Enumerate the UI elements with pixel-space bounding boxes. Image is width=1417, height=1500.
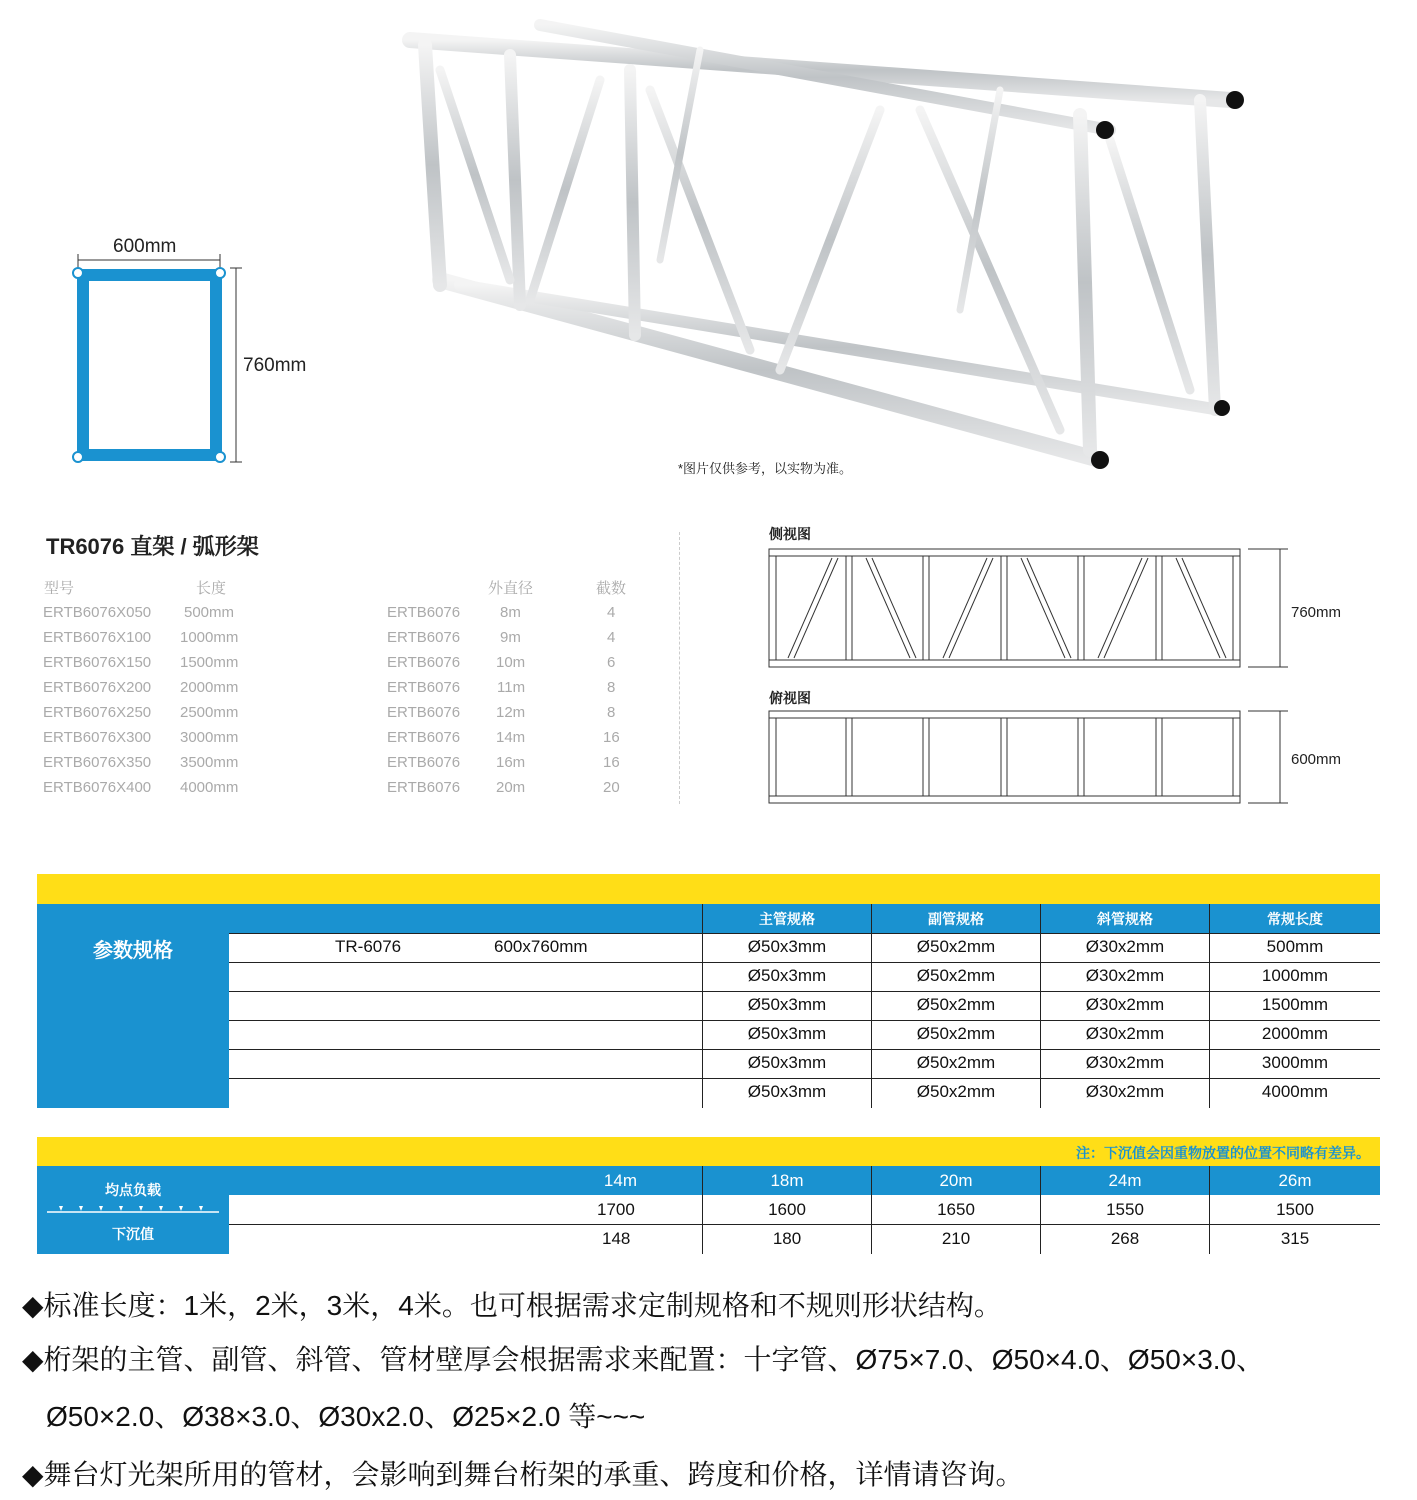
chord-tube-tl — [73, 268, 83, 278]
top-view-dim: 600mm — [1291, 751, 1342, 768]
spec-cell: Ø50x3mm — [747, 1024, 827, 1043]
spec-cell: Ø30x2mm — [1085, 995, 1165, 1014]
row-line — [229, 1020, 1380, 1021]
spec-cell: Ø30x2mm — [1085, 1082, 1165, 1101]
spec-cell: 3000mm — [1261, 1053, 1329, 1072]
load-arrows-icon — [47, 1204, 219, 1216]
row-line — [229, 962, 1380, 963]
spec-cell: Ø50x3mm — [747, 1082, 827, 1101]
model2-cell: ERTB6076 — [387, 604, 461, 621]
sections-cell: 8 — [607, 679, 616, 696]
deflection-cell: 210 — [941, 1229, 971, 1248]
spec-cell: Ø50x3mm — [747, 937, 827, 956]
spec-cell: Ø50x2mm — [916, 937, 996, 956]
truss-illustration — [400, 10, 1260, 480]
model-cell: ERTB6076X350 — [43, 754, 152, 771]
divider — [679, 532, 680, 804]
section-frame — [83, 275, 216, 455]
header-sub-tube: 副管规格 — [872, 904, 1040, 934]
spec-cell: 2000mm — [1261, 1024, 1329, 1043]
sections-cell: 20 — [603, 779, 620, 796]
model2-cell: ERTB6076 — [387, 679, 461, 696]
load-note: 注：下沉值会因重物放置的位置不同略有差异。 — [1076, 1145, 1370, 1161]
spec-side-panel — [37, 904, 229, 1108]
spec-yellow-bar — [37, 874, 1380, 904]
note-tube-config: ◆桁架的主管、副管、斜管、管材壁厚会根据需求来配置：十字管、Ø75×7.0、Ø50×4.0、Ø50×3.0、 — [22, 1344, 1265, 1375]
cross-section-svg — [60, 250, 260, 475]
model2-cell: ERTB6076 — [387, 779, 461, 796]
product-title: TR6076 直架 / 弧形架 — [46, 534, 259, 559]
spec-cell: Ø50x2mm — [916, 1024, 996, 1043]
sections-cell: 6 — [607, 654, 616, 671]
header-length: 常规长度 — [1210, 904, 1380, 934]
spec-cell: Ø50x2mm — [916, 966, 996, 985]
length-cell: 1000mm — [180, 629, 239, 646]
diameter-cell: 10m — [496, 654, 526, 671]
header-model: 型号 — [44, 580, 75, 597]
sections-cell: 8 — [607, 704, 616, 721]
deflection-cell: 180 — [772, 1229, 802, 1248]
header-diagonal-tube: 斜管规格 — [1041, 904, 1209, 934]
diameter-cell: 8m — [500, 604, 521, 621]
spec-cell: Ø50x3mm — [747, 966, 827, 985]
load-side-panel — [37, 1166, 229, 1254]
spec-cell: 1000mm — [1261, 966, 1329, 985]
height-dim-label: 760mm — [243, 355, 307, 376]
chord-tube-tr — [215, 268, 225, 278]
load-yellow-bar — [37, 1137, 1380, 1166]
spec-cell: Ø30x2mm — [1085, 937, 1165, 956]
note-material: ◆舞台灯光架所用的管材，会影响到舞台桁架的承重、跨度和价格，详情请咨询。 — [22, 1459, 1024, 1490]
load-label-top: 均点负载 — [105, 1182, 161, 1198]
row-line — [229, 1049, 1380, 1050]
load-label-bottom: 下沉值 — [112, 1226, 154, 1242]
length-cell: 1500mm — [180, 654, 239, 671]
spec-model: TR-6076 — [335, 937, 402, 956]
model-cell: ERTB6076X250 — [43, 704, 152, 721]
spec-cell: Ø50x3mm — [747, 995, 827, 1014]
model-cell: ERTB6076X300 — [43, 729, 152, 746]
header-length: 长度 — [196, 580, 227, 597]
side-view-drawing — [768, 546, 1298, 671]
chord-tube-bl — [73, 452, 83, 462]
model-cell: ERTB6076X050 — [43, 604, 152, 621]
load-cell: 1700 — [597, 1200, 635, 1219]
span-header-row — [229, 1166, 702, 1195]
diameter-cell: 12m — [496, 704, 526, 721]
load-cell: 1550 — [1106, 1200, 1144, 1219]
spec-cell: Ø50x2mm — [916, 995, 996, 1014]
side-view-dim: 760mm — [1291, 604, 1342, 621]
row-line — [229, 1078, 1380, 1079]
load-cell: 1650 — [937, 1200, 975, 1219]
length-cell: 2000mm — [180, 679, 239, 696]
sections-cell: 4 — [607, 629, 616, 646]
load-cell: 1500 — [1276, 1200, 1314, 1219]
length-cell: 500mm — [184, 604, 235, 621]
length-cell: 2500mm — [180, 704, 239, 721]
diameter-cell: 9m — [500, 629, 521, 646]
row-line — [229, 933, 1380, 934]
model2-cell: ERTB6076 — [387, 654, 461, 671]
header-main-tube: 主管规格 — [703, 904, 871, 934]
spec-cell: Ø50x2mm — [916, 1082, 996, 1101]
diameter-cell: 20m — [496, 779, 526, 796]
diameter-cell: 11m — [497, 679, 526, 696]
diameter-cell: 16m — [496, 754, 526, 771]
row-line — [229, 1224, 1380, 1225]
deflection-cell: 148 — [602, 1229, 631, 1248]
model2-cell: ERTB6076 — [387, 704, 461, 721]
sections-cell: 4 — [607, 604, 616, 621]
spec-cell: Ø50x2mm — [916, 1053, 996, 1072]
chord-tube-br — [215, 452, 225, 462]
header-diameter: 外直径 — [488, 580, 534, 597]
note-tube-config-cont: Ø50×2.0、Ø38×3.0、Ø30x2.0、Ø25×2.0 等~~~ — [46, 1401, 646, 1432]
spec-cell: Ø50x3mm — [747, 1053, 827, 1072]
length-cell: 3000mm — [180, 729, 239, 746]
top-view-drawing — [768, 708, 1298, 808]
deflection-cell: 268 — [1110, 1229, 1140, 1248]
spec-cell: Ø30x2mm — [1085, 1053, 1165, 1072]
length-cell: 3500mm — [180, 754, 239, 771]
side-view-label: 侧视图 — [769, 526, 811, 542]
load-cell: 1600 — [768, 1200, 806, 1219]
model-cell: ERTB6076X150 — [43, 654, 152, 671]
spec-cell: 1500mm — [1261, 995, 1329, 1014]
span-cell: 14m — [603, 1171, 637, 1190]
deflection-cell: 315 — [1280, 1229, 1310, 1248]
span-cell: 26m — [1210, 1166, 1380, 1195]
spec-cell: 500mm — [1266, 937, 1324, 956]
span-cell: 20m — [872, 1166, 1040, 1195]
spec-size: 600x760mm — [494, 937, 588, 956]
top-view-label: 俯视图 — [769, 690, 811, 706]
model2-cell: ERTB6076 — [387, 629, 461, 646]
header-sections: 截数 — [596, 580, 627, 597]
model-cell: ERTB6076X400 — [43, 779, 152, 796]
model-cell: ERTB6076X100 — [43, 629, 152, 646]
span-cell: 18m — [703, 1166, 871, 1195]
sections-cell: 16 — [603, 754, 620, 771]
sections-cell: 16 — [603, 729, 620, 746]
spec-side-label: 参数规格 — [93, 940, 173, 962]
spec-header-blank — [229, 904, 702, 934]
spec-cell: Ø30x2mm — [1085, 966, 1165, 985]
diameter-cell: 14m — [496, 729, 526, 746]
model-cell: ERTB6076X200 — [43, 679, 152, 696]
model2-cell: ERTB6076 — [387, 754, 461, 771]
span-cell: 24m — [1041, 1166, 1209, 1195]
spec-cell: Ø30x2mm — [1085, 1024, 1165, 1043]
row-line — [229, 991, 1380, 992]
model2-cell: ERTB6076 — [387, 729, 461, 746]
width-dim-label: 600mm — [113, 236, 177, 257]
spec-cell: 4000mm — [1261, 1082, 1329, 1101]
length-cell: 4000mm — [180, 779, 239, 796]
note-standard-length: ◆标准长度：1米，2米，3米，4米。也可根据需求定制规格和不规则形状结构。 — [22, 1290, 1002, 1321]
photo-note: *图片仅供参考，以实物为准。 — [678, 461, 853, 476]
